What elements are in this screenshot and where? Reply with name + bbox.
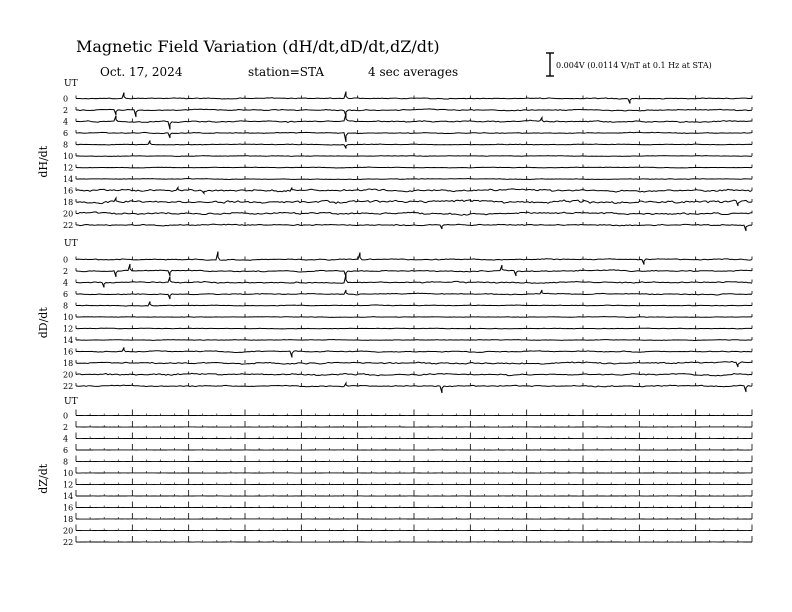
chart-title: Magnetic Field Variation (dH/dt,dD/dt,dZ/dt) xyxy=(76,37,440,56)
hour-label: 14 xyxy=(63,336,74,345)
hour-label: 10 xyxy=(63,469,74,478)
station-label: station=STA xyxy=(248,65,325,79)
panel-ylabel: dH/dt xyxy=(37,145,50,178)
panel-dddt xyxy=(37,239,752,393)
hour-label: 8 xyxy=(63,301,69,311)
date-label: Oct. 17, 2024 xyxy=(100,65,183,79)
hour-label: 14 xyxy=(63,492,74,501)
hour-label: 4 xyxy=(63,117,69,127)
panel-ylabel: dD/dt xyxy=(37,307,50,339)
hour-label: 16 xyxy=(63,503,74,513)
hour-label: 8 xyxy=(63,140,69,150)
scale-bar-icon xyxy=(546,53,554,76)
hour-label: 14 xyxy=(63,175,74,184)
hour-label: 8 xyxy=(63,457,69,467)
hour-label: 18 xyxy=(63,198,74,207)
hour-label: 0 xyxy=(63,94,69,104)
panel-ylabel: dZ/dt xyxy=(37,463,50,494)
hour-label: 2 xyxy=(63,106,69,115)
hour-label: 0 xyxy=(63,411,69,421)
series-trace xyxy=(76,109,752,117)
hour-label: 10 xyxy=(63,313,74,322)
hour-label: 20 xyxy=(63,370,74,380)
panel-dzdt xyxy=(37,397,752,547)
series-trace xyxy=(76,132,752,142)
hour-label: 12 xyxy=(63,324,74,334)
averaging-label: 4 sec averages xyxy=(368,65,459,79)
hour-label: 22 xyxy=(63,382,74,391)
hour-label: 6 xyxy=(63,129,69,138)
hour-label: 22 xyxy=(63,221,74,230)
hour-label: 20 xyxy=(63,209,74,219)
hour-label: 10 xyxy=(63,152,74,161)
hour-label: 2 xyxy=(63,423,69,432)
hour-label: 6 xyxy=(63,446,69,455)
hour-label: 16 xyxy=(63,347,74,357)
hour-label: 12 xyxy=(63,480,74,490)
scale-note: 0.004V (0.0114 V/nT at 0.1 Hz at STA) xyxy=(556,61,712,70)
series-trace xyxy=(76,224,752,231)
hour-label: 20 xyxy=(63,526,74,536)
panel-dhdt xyxy=(37,79,752,231)
ut-axis-label: UT xyxy=(64,79,78,89)
hour-label: 6 xyxy=(63,290,69,299)
hour-label: 12 xyxy=(63,163,74,173)
hour-label: 18 xyxy=(63,515,74,524)
ut-axis-label: UT xyxy=(64,239,78,249)
hour-label: 4 xyxy=(63,434,69,444)
hour-label: 18 xyxy=(63,359,74,368)
hour-label: 4 xyxy=(63,278,69,288)
hour-label: 2 xyxy=(63,267,69,276)
hour-label: 22 xyxy=(63,538,74,547)
hour-label: 0 xyxy=(63,255,69,265)
hour-label: 16 xyxy=(63,186,74,196)
ut-axis-label: UT xyxy=(64,397,78,407)
